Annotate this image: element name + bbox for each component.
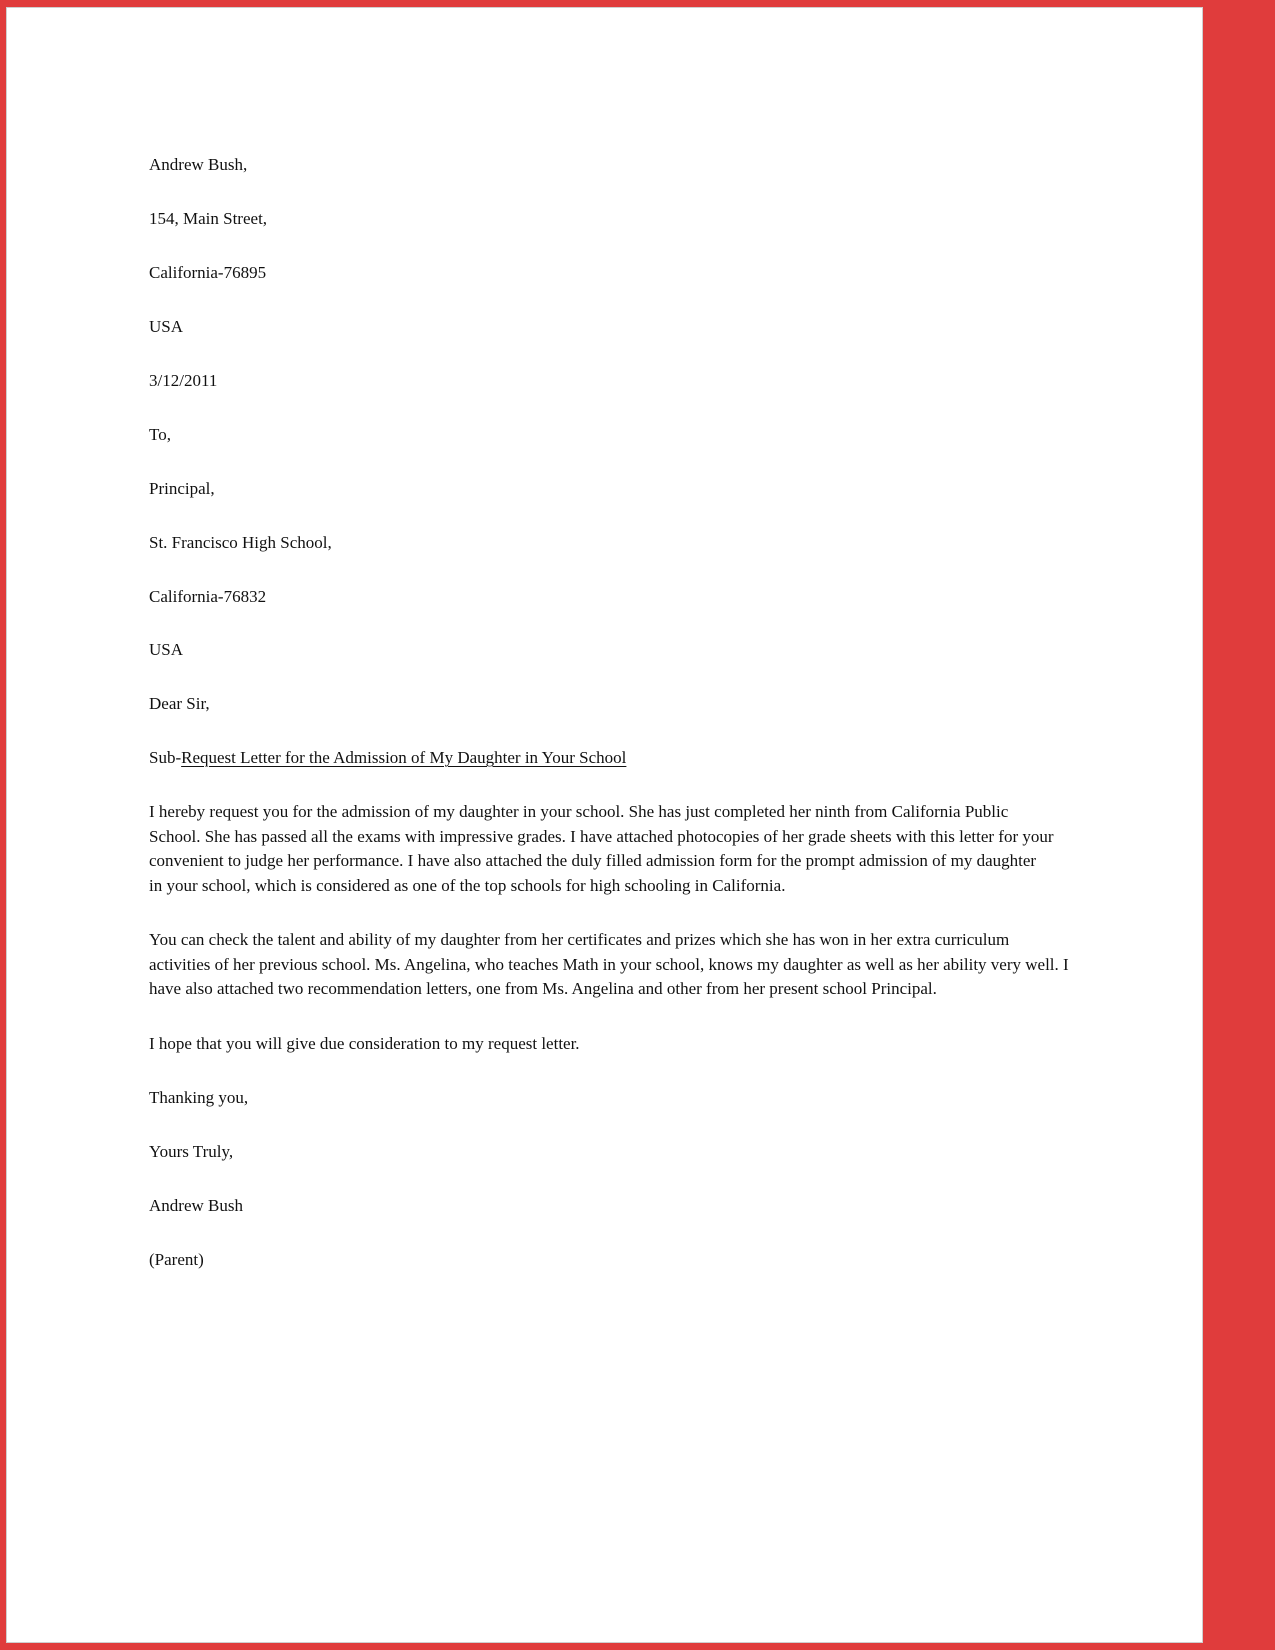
subject-line: [149, 746, 626, 771]
recipient-school: St. Francisco High School,: [149, 533, 332, 552]
recipient-to: To,: [149, 425, 171, 444]
closing-sign-off: Yours Truly,: [149, 1142, 234, 1161]
paragraph-line: in your school, which is considered as one of the top schools for high schooling in California.: [149, 875, 786, 895]
sender-country: USA: [149, 317, 184, 336]
paragraph-line: I hereby request you for the admission of my daughter in your school. She has just completed her ninth from California Public: [149, 802, 1009, 821]
paragraph-line: You can check the talent and ability of my daughter from her certificates and prizes which she has won in her extra curriculum: [149, 930, 1010, 949]
letter-date: 3/12/2011: [149, 371, 218, 390]
body-paragraph-2: [149, 928, 1129, 1002]
recipient-country: USA: [149, 640, 184, 659]
sender-name: Andrew Bush,: [149, 155, 248, 174]
salutation: Dear Sir,: [149, 694, 210, 713]
body-paragraph-1: [149, 800, 1129, 898]
paragraph-line: have also attached two recommendation letters, one from Ms. Angelina and other from her present school Principal.: [149, 979, 937, 998]
paragraph-line: activities of her previous school. Ms. Angelina, who teaches Math in your school, knows my daughter as well as her ability very well. I: [149, 954, 1069, 974]
recipient-city: California-76832: [149, 587, 267, 606]
sender-street: 154, Main Street,: [149, 209, 268, 228]
closing-thanks: Thanking you,: [149, 1088, 249, 1107]
recipient-title: Principal,: [149, 479, 215, 498]
sender-city: California-76895: [149, 263, 267, 282]
signature-name: Andrew Bush: [149, 1196, 243, 1215]
signature-role: (Parent): [149, 1250, 204, 1269]
body-paragraph-3: I hope that you will give due consideration to my request letter.: [149, 1034, 580, 1053]
subject-prefix: Sub-: [149, 748, 182, 767]
paragraph-line: convenient to judge her performance. I have also attached the duly filled admission form for the prompt admission of my daughter: [149, 851, 1037, 870]
subject-title: Request Letter for the Admission of My Daughter in Your School: [181, 748, 627, 767]
paragraph-line: School. She has passed all the exams with impressive grades. I have attached photocopies of her grade sheets with this letter for your: [149, 826, 1054, 846]
